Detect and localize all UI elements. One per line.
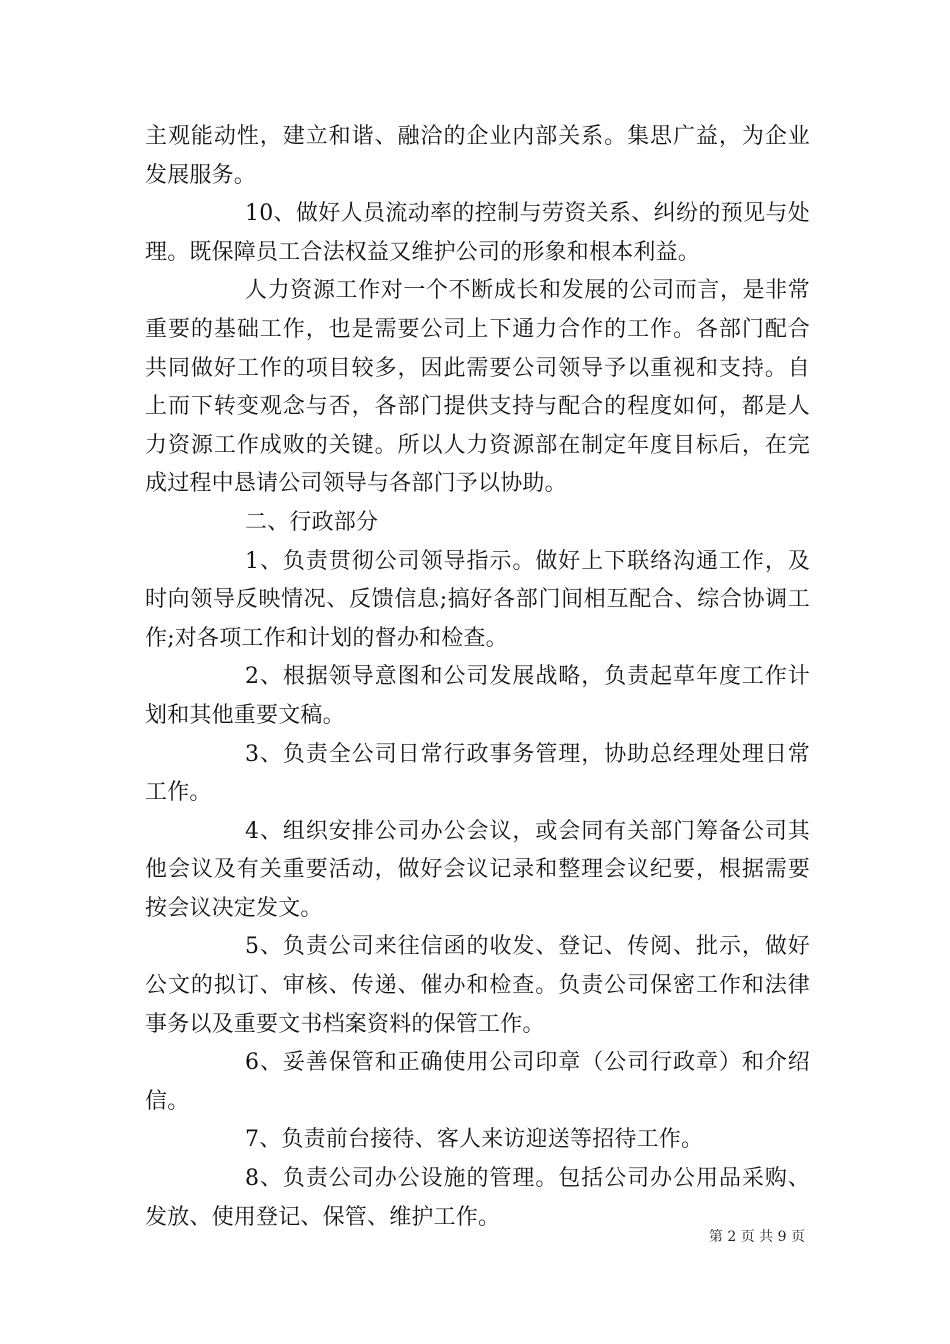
paragraph-item-5: 5、负责公司来往信函的收发、登记、传阅、批示，做好公文的拟订、审核、传递、催办和检查。负责公司保密工作和法律事务以及重要文书档案资料的保管工作。 bbox=[145, 934, 810, 1037]
paragraph-item-1: 1、负责贯彻公司领导指示。做好上下联络沟通工作，及时向领导反映情况、反馈信息;搞好各部门间相互配合、综合协调工作;对各项工作和计划的督办和检查。 bbox=[145, 548, 810, 651]
paragraph-hr-summary: 人力资源工作对一个不断成长和发展的公司而言，是非常重要的基础工作，也是需要公司上下通力合作的工作。各部门配合共同做好工作的项目较多，因此需要公司领导予以重视和支持。自上而下转变观念与否，各部门提供支持与配合的程度如何，都是人力资源工作成败的关键。所以人力资源部在制定年度目标后，在完成过程中恳请公司领导与各部门予以协助。 bbox=[145, 278, 810, 497]
paragraph-item-3: 3、负责全公司日常行政事务管理，协助总经理处理日常工作。 bbox=[145, 741, 810, 806]
paragraph-item-4: 4、组织安排公司办公会议，或会同有关部门筹备公司其他会议及有关重要活动，做好会议记录和整理会议纪要，根据需要按会议决定发文。 bbox=[145, 818, 810, 921]
paragraph-item-6: 6、妥善保管和正确使用公司印章（公司行政章）和介绍信。 bbox=[145, 1050, 810, 1114]
paragraph-item-7: 7、负责前台接待、客人来访迎送等招待工作。 bbox=[245, 1127, 704, 1153]
paragraph-item-2: 2、根据领导意图和公司发展战略，负责起草年度工作计划和其他重要文稿。 bbox=[145, 664, 810, 728]
page-number-footer: 第 2 页 共 9 页 bbox=[708, 1229, 805, 1245]
document-body bbox=[145, 118, 810, 1237]
paragraph-item-8: 8、负责公司办公设施的管理。包括公司办公用品采购、发放、使用登记、保管、维护工作。 bbox=[145, 1166, 810, 1230]
paragraph-continuation: 主观能动性，建立和谐、融洽的企业内部关系。集思广益，为企业发展服务。 bbox=[145, 124, 810, 188]
section-heading-admin: 二、行政部分 bbox=[245, 509, 379, 535]
paragraph-item-10: 10、做好人员流动率的控制与劳资关系、纠纷的预见与处理。既保障员工合法权益又维护公司的形象和根本利益。 bbox=[145, 201, 810, 265]
